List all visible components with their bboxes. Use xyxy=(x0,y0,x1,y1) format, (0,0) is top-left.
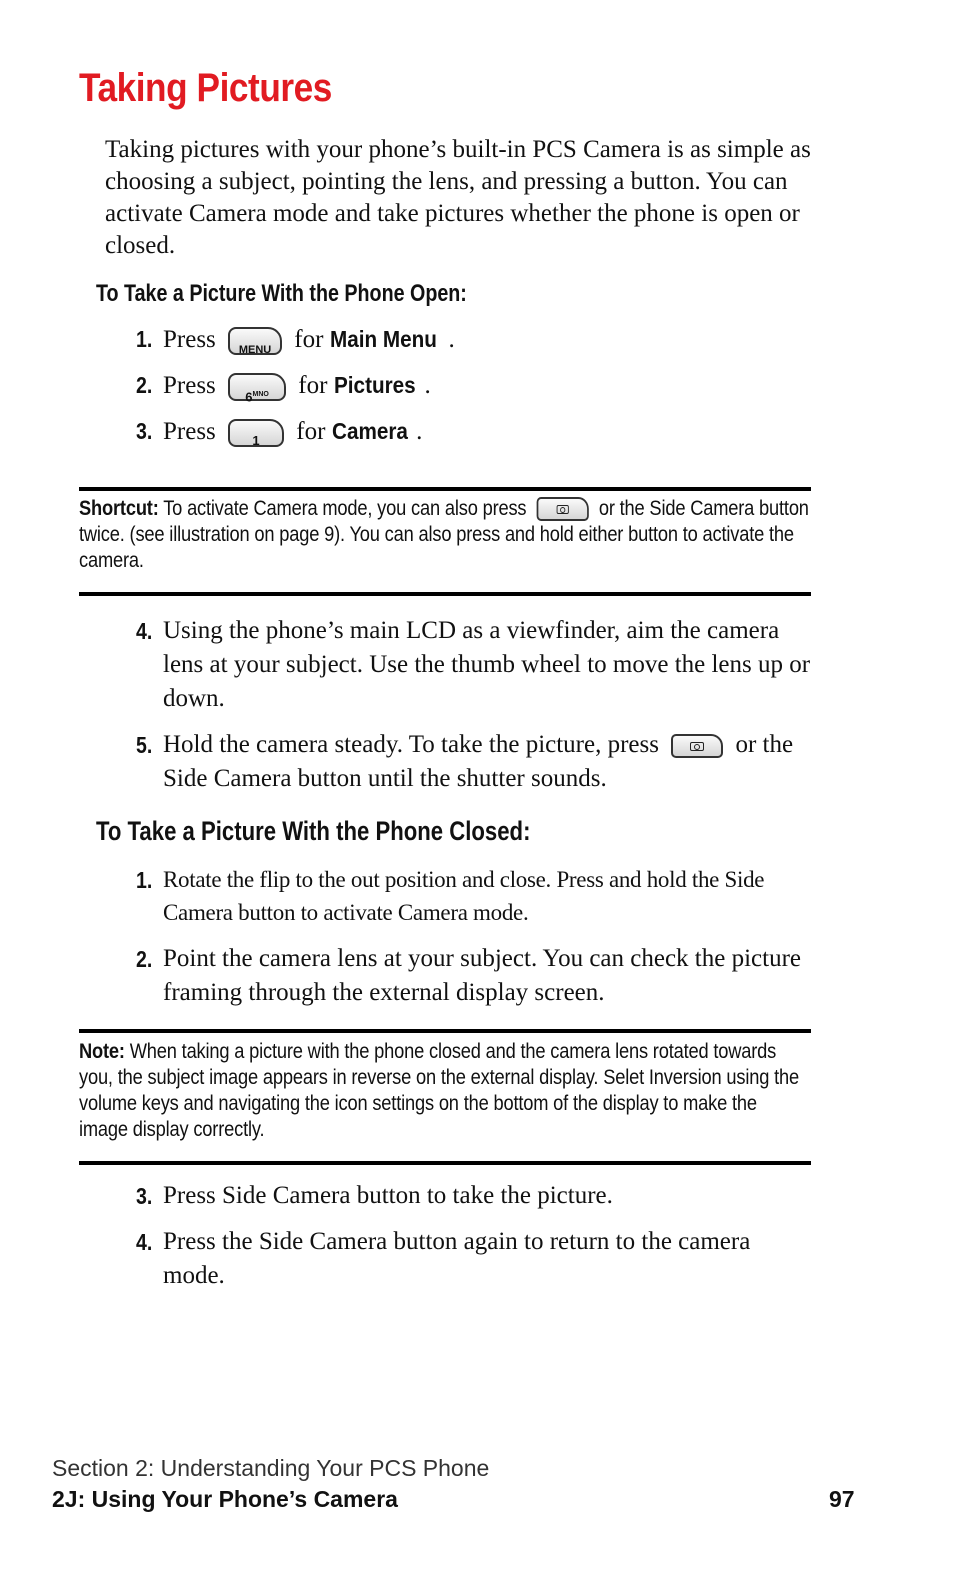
step-text: Press xyxy=(163,418,216,445)
step-number: 1. xyxy=(136,326,153,352)
step-target: Pictures xyxy=(333,372,416,398)
step-text: Press the Side Camera button again to return to the camera mode. xyxy=(163,1228,751,1289)
shortcut-box xyxy=(79,496,809,574)
footer-chapter-title: 2J: Using Your Phone’s Camera xyxy=(52,1486,398,1512)
step-number: 5. xyxy=(136,732,153,758)
step-number: 2. xyxy=(136,946,153,972)
step-target: Camera xyxy=(331,418,408,444)
shortcut-text: To activate Camera mode, you can also press xyxy=(163,497,527,520)
page-number: 97 xyxy=(829,1486,855,1512)
camera-key-icon xyxy=(537,497,589,521)
step-text: for xyxy=(294,326,324,353)
step-number: 4. xyxy=(136,618,153,644)
step-text: Point the camera lens at your subject. You can check the picture framing through the external display screen. xyxy=(163,945,802,1006)
step-text: Press xyxy=(163,372,216,399)
step-text: Press Side Camera button to take the picture. xyxy=(163,1182,613,1209)
footer-section-title: Section 2: Understanding Your PCS Phone xyxy=(52,1455,490,1481)
open-step-3: 3. Press 1 for Camera . xyxy=(136,414,816,449)
phone-open-heading: To Take a Picture With the Phone Open: xyxy=(96,280,467,307)
shortcut-text-continued: or the Side Camera button twice. (see illustration on page 9). You can also press and hold either button to activate the camera. xyxy=(79,497,809,572)
closed-step-3 xyxy=(136,1179,816,1213)
camera-key-icon xyxy=(671,734,723,758)
one-key-icon: 1 xyxy=(228,419,284,447)
phone-closed-heading: To Take a Picture With the Phone Closed: xyxy=(96,816,531,846)
step-target: Main Menu xyxy=(329,326,437,352)
shortcut-top-rule xyxy=(79,487,811,491)
open-step-2: 2. Press $6^{MNO}$ for Pictures . xyxy=(136,368,816,403)
intro-paragraph: Taking pictures with your phone’s built-in PCS Camera is as simple as choosing a subject, pointing the lens, and pressing a button. You can activate Camera mode and take pictures whether the phone is open or closed. xyxy=(105,136,811,259)
step-text: for xyxy=(296,418,326,445)
step-text-continued: or the Side Camera button until the shutter sounds. xyxy=(163,731,794,792)
step-number: 4. xyxy=(136,1229,153,1255)
closed-step-4 xyxy=(136,1225,816,1293)
step-number: 3. xyxy=(136,1183,153,1209)
shortcut-bottom-rule xyxy=(79,592,811,596)
step-text: Using the phone’s main LCD as a viewfinder, aim the camera lens at your subject. Use the thumb wheel to move the lens up or down. xyxy=(163,617,811,712)
page-title: Taking Pictures xyxy=(79,66,332,110)
closed-step-2 xyxy=(136,942,816,1010)
closed-step-1 xyxy=(136,863,816,929)
note-bottom-rule xyxy=(79,1161,811,1165)
open-step-1: 1. Press MENU for Main Menu . xyxy=(136,322,816,357)
menu-key-icon: MENU xyxy=(228,327,282,355)
step-number: 3. xyxy=(136,418,153,444)
six-mno-key-icon: $6^{MNO}$ xyxy=(228,373,286,401)
step-text: Press xyxy=(163,326,216,353)
step-number: 1. xyxy=(136,867,153,893)
note-text: When taking a picture with the phone closed and the camera lens rotated towards you, the subject image appears in reverse on the external display. Selet Inversion using the volume keys and navigating the icon settings on the bottom of the display to make the image display correctly. xyxy=(79,1040,799,1141)
note-top-rule xyxy=(79,1029,811,1033)
step-text: for xyxy=(298,372,328,399)
note-label: Note: xyxy=(79,1040,125,1063)
note-box xyxy=(79,1039,809,1143)
step-number: 2. xyxy=(136,372,153,398)
shortcut-label: Shortcut: xyxy=(79,497,159,520)
open-step-5 xyxy=(136,728,816,796)
step-text: Hold the camera steady. To take the picture, press xyxy=(163,731,659,758)
step-text: Rotate the flip to the out position and close. Press and hold the Side Camera button to activate Camera mode. xyxy=(163,867,765,925)
open-step-4 xyxy=(136,614,816,716)
